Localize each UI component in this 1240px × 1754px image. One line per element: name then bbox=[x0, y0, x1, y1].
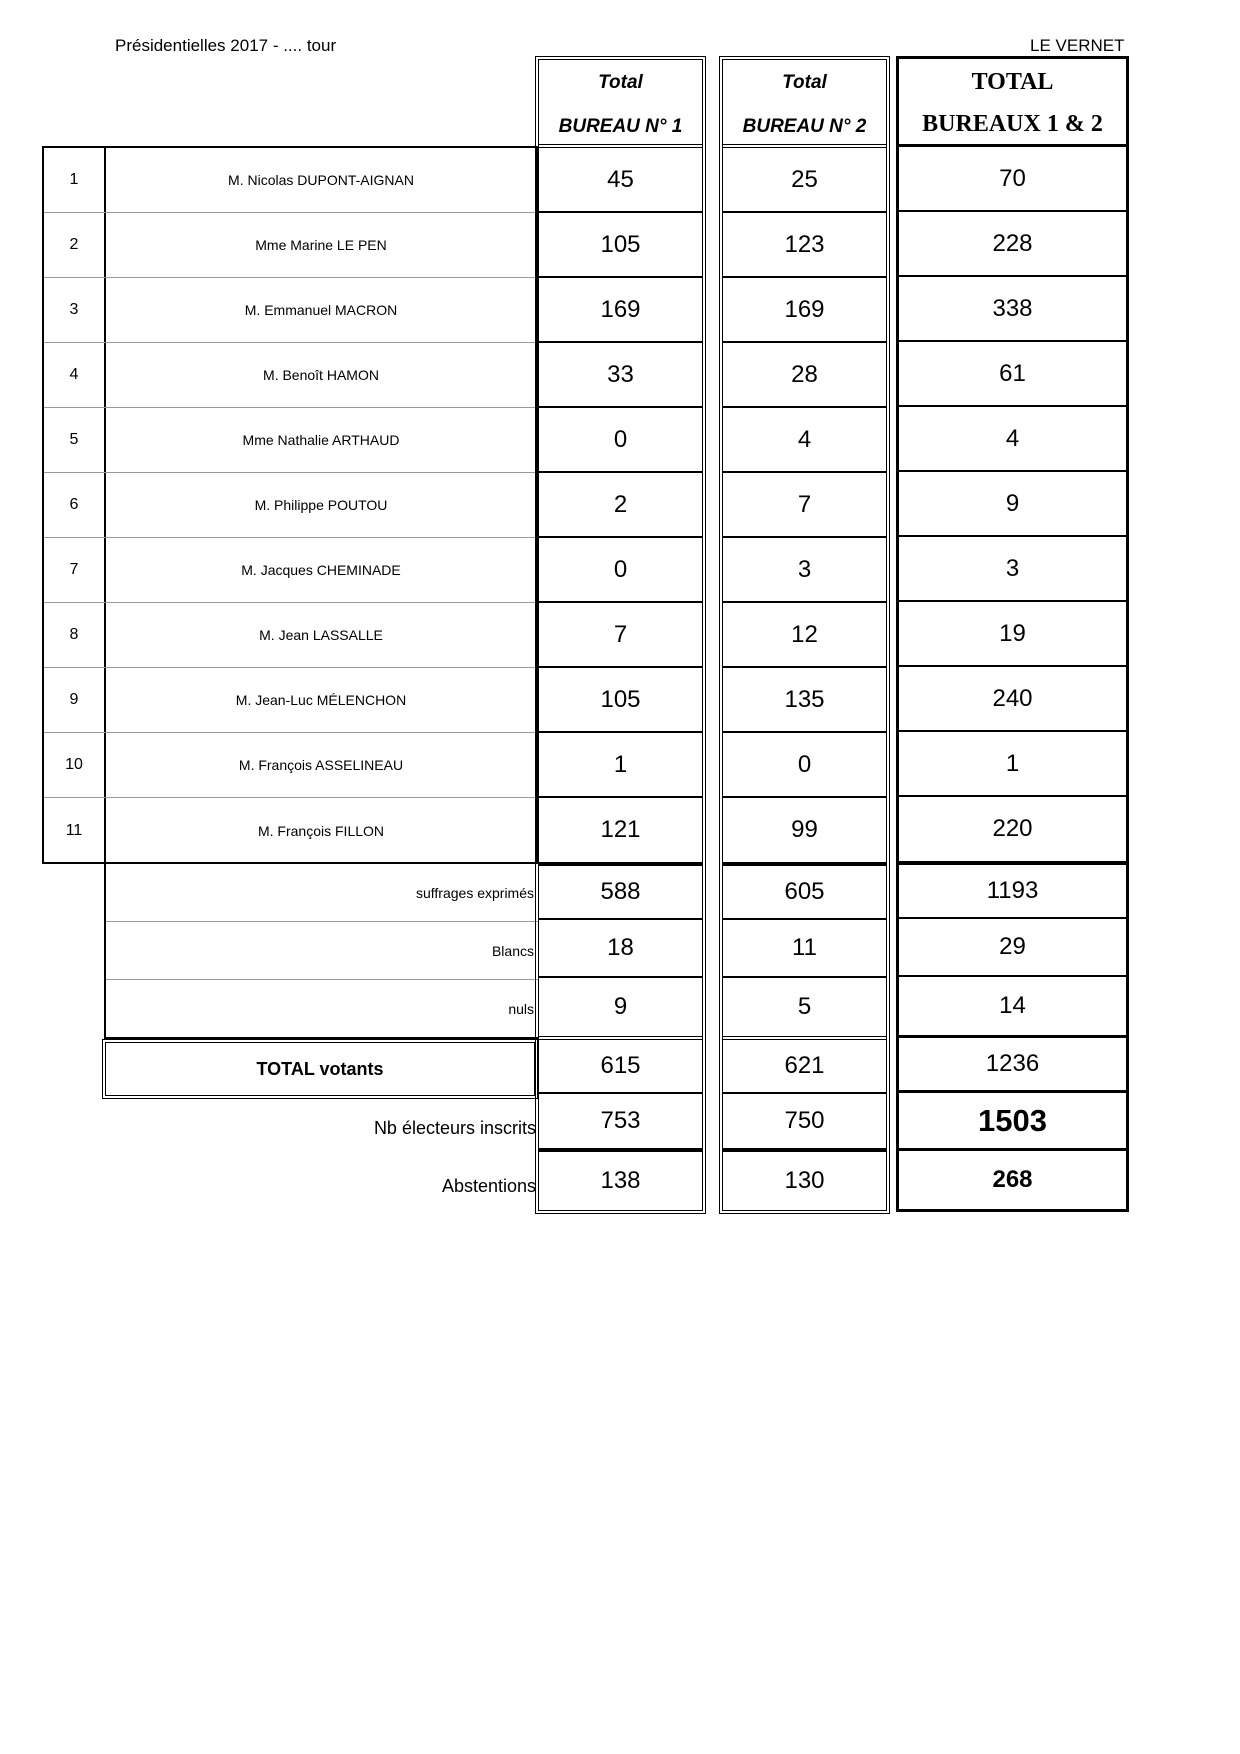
total-cell: 70 bbox=[899, 147, 1126, 212]
summary-label: Blancs bbox=[106, 922, 538, 980]
vote-cell: 7 bbox=[723, 473, 886, 538]
vote-cell: 0 bbox=[723, 733, 886, 798]
total-cell: 228 bbox=[899, 212, 1126, 277]
candidate-row bbox=[44, 473, 536, 538]
total-cell: 1 bbox=[899, 732, 1126, 797]
vote-cell: 2 bbox=[539, 473, 702, 538]
inscrits-total-cell: 1503 bbox=[899, 1093, 1126, 1151]
candidate-name: Mme Marine LE PEN bbox=[255, 237, 387, 253]
candidate-number: 10 bbox=[44, 733, 106, 797]
vote-cell: 33 bbox=[539, 343, 702, 408]
total-cell: 3 bbox=[899, 537, 1126, 602]
column-header-line1: TOTAL bbox=[971, 69, 1054, 95]
summary-cell: 588 bbox=[539, 862, 702, 920]
candidate-row bbox=[44, 343, 536, 408]
candidate-name: M. Emmanuel MACRON bbox=[244, 302, 398, 318]
candidate-row bbox=[44, 148, 536, 213]
vote-cell: 121 bbox=[600, 816, 641, 843]
candidate-number: 4 bbox=[44, 343, 106, 407]
candidate-list bbox=[42, 146, 538, 864]
candidate-name: M. Philippe POUTOU bbox=[254, 497, 388, 513]
column-header-line1: Total bbox=[598, 72, 643, 93]
candidate-number: 8 bbox=[44, 603, 106, 667]
candidate-number: 11 bbox=[44, 798, 106, 863]
vote-cell: 25 bbox=[723, 148, 886, 213]
candidate-name: M. François FILLON bbox=[257, 822, 385, 839]
summary-cell: 5 bbox=[797, 993, 812, 1020]
column-header bbox=[723, 60, 886, 148]
column-header-line2: BUREAU N° 1 bbox=[558, 116, 683, 137]
column-header-line2: BUREAUX 1 & 2 bbox=[922, 111, 1103, 137]
vote-cell: 99 bbox=[791, 816, 818, 843]
candidate-number: 7 bbox=[44, 538, 106, 602]
candidate-name: M. Jean LASSALLE bbox=[259, 627, 383, 643]
abstentions-cell: 130 bbox=[784, 1167, 825, 1194]
vote-cell: 1 bbox=[539, 733, 702, 798]
summary-cell: 605 bbox=[723, 862, 886, 920]
vote-cell: 4 bbox=[723, 408, 886, 473]
summary-cell: 9 bbox=[613, 993, 628, 1020]
column-header-line1: Total bbox=[782, 72, 827, 93]
column-header bbox=[539, 60, 702, 148]
inscrits-cell: 753 bbox=[539, 1094, 702, 1152]
candidate-number: 6 bbox=[44, 473, 106, 537]
candidate-name: M. Benoît HAMON bbox=[263, 367, 379, 383]
page-title: Présidentielles 2017 - .... tour bbox=[115, 36, 337, 55]
candidate-number: 3 bbox=[44, 278, 106, 342]
inscrits-label: Nb électeurs inscrits bbox=[373, 1117, 536, 1138]
vote-cell: 135 bbox=[723, 668, 886, 733]
candidate-name: M. Jean-Luc MÉLENCHON bbox=[235, 692, 407, 708]
total-cell: 338 bbox=[899, 277, 1126, 342]
vote-cell: 0 bbox=[539, 538, 702, 603]
votants-cell: 615 bbox=[539, 1036, 702, 1094]
summary-total-cell: 14 bbox=[999, 992, 1026, 1019]
votants-total-cell: 1236 bbox=[899, 1035, 1126, 1093]
candidate-number: 9 bbox=[44, 668, 106, 732]
summary-label: nuls bbox=[508, 1001, 534, 1017]
candidate-name: M. Jacques CHEMINADE bbox=[241, 562, 401, 578]
candidate-number: 5 bbox=[44, 408, 106, 472]
summary-cell: 11 bbox=[723, 920, 886, 978]
summary-total-cell: 1193 bbox=[899, 861, 1126, 919]
total-cell: 61 bbox=[899, 342, 1126, 407]
summary-label: suffrages exprimés bbox=[106, 864, 538, 922]
summary-labels bbox=[104, 864, 538, 1039]
vote-cell: 45 bbox=[539, 148, 702, 213]
candidate-number: 1 bbox=[44, 148, 106, 212]
vote-cell: 105 bbox=[539, 213, 702, 278]
candidate-row bbox=[44, 733, 536, 798]
total-column bbox=[896, 56, 1129, 1212]
candidate-name: Mme Nathalie ARTHAUD bbox=[242, 432, 400, 448]
vote-cell: 3 bbox=[723, 538, 886, 603]
candidate-row bbox=[44, 603, 536, 668]
column-header-line2: BUREAU N° 2 bbox=[742, 116, 867, 137]
vote-cell: 169 bbox=[723, 278, 886, 343]
commune-name: LE VERNET bbox=[1030, 36, 1125, 55]
candidate-row bbox=[44, 798, 536, 863]
column-header bbox=[899, 59, 1126, 147]
inscrits-cell: 750 bbox=[723, 1094, 886, 1152]
candidate-row bbox=[44, 668, 536, 733]
bureau-1-column bbox=[535, 56, 706, 1214]
vote-cell: 7 bbox=[539, 603, 702, 668]
total-cell: 9 bbox=[899, 472, 1126, 537]
votants-label: TOTAL votants bbox=[102, 1039, 538, 1099]
candidate-number: 2 bbox=[44, 213, 106, 277]
vote-cell: 28 bbox=[723, 343, 886, 408]
candidate-name: M. François ASSELINEAU bbox=[238, 757, 404, 773]
vote-cell: 169 bbox=[539, 278, 702, 343]
summary-cell: 18 bbox=[539, 920, 702, 978]
vote-cell: 105 bbox=[539, 668, 702, 733]
bureau-2-column bbox=[719, 56, 890, 1214]
total-cell: 4 bbox=[899, 407, 1126, 472]
total-cell: 19 bbox=[899, 602, 1126, 667]
summary-total-cell: 29 bbox=[899, 919, 1126, 977]
candidate-name: M. Nicolas DUPONT-AIGNAN bbox=[228, 172, 414, 188]
abstentions-cell: 138 bbox=[600, 1167, 641, 1194]
candidate-row bbox=[44, 278, 536, 343]
abstentions-total-cell: 268 bbox=[992, 1166, 1033, 1193]
votants-cell: 621 bbox=[723, 1036, 886, 1094]
vote-cell: 12 bbox=[723, 603, 886, 668]
vote-cell: 123 bbox=[723, 213, 886, 278]
candidate-row bbox=[44, 213, 536, 278]
total-cell: 240 bbox=[899, 667, 1126, 732]
vote-cell: 0 bbox=[539, 408, 702, 473]
candidate-row bbox=[44, 408, 536, 473]
abstentions-label: Abstentions bbox=[441, 1175, 536, 1196]
candidate-row bbox=[44, 538, 536, 603]
total-cell: 220 bbox=[992, 815, 1033, 842]
